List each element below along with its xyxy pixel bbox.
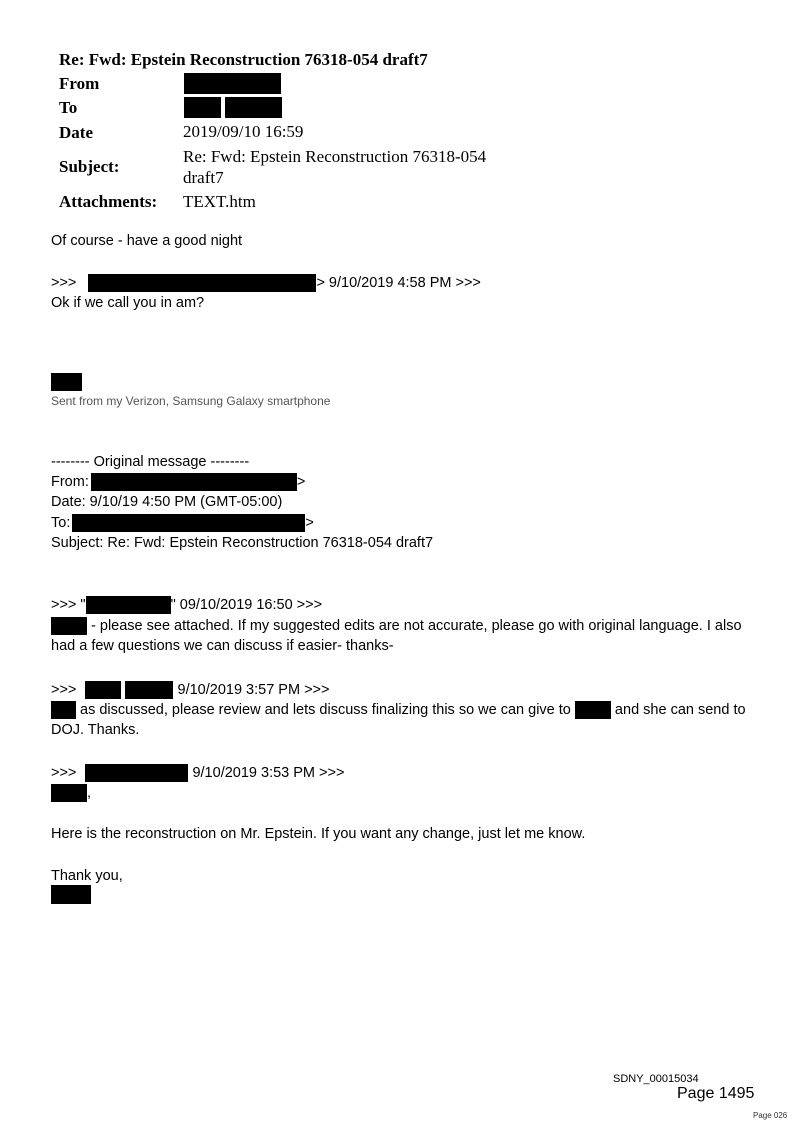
redaction-to-1 xyxy=(184,97,221,118)
redaction-sender-2 xyxy=(86,596,171,614)
sign-off: Thank you, xyxy=(51,868,123,884)
subject-value-line2: draft7 xyxy=(183,168,224,187)
redaction-original-to xyxy=(72,514,305,532)
redaction-name-2 xyxy=(51,617,87,635)
quote-header-2 xyxy=(51,595,322,615)
redaction-sender-4 xyxy=(85,764,188,782)
redaction-name-3b xyxy=(575,701,611,719)
redaction-name-4 xyxy=(51,784,87,802)
sent-from-line: Sent from my Verizon, Samsung Galaxy smartphone xyxy=(51,394,331,408)
quote-prefix: >>> xyxy=(51,765,77,781)
original-from-label: From: xyxy=(51,474,89,490)
original-to-line xyxy=(51,513,314,533)
to-label: To xyxy=(59,98,78,117)
page-number-small: Page 026 xyxy=(753,1111,788,1120)
redaction-signature-1 xyxy=(51,373,82,391)
quote-suffix: " 09/10/2019 16:50 >>> xyxy=(170,597,323,613)
original-from-suffix: > xyxy=(296,474,306,490)
redaction-original-from xyxy=(91,473,297,491)
original-from-line xyxy=(51,472,305,492)
subject-value-line1: Re: Fwd: Epstein Reconstruction 76318-054 xyxy=(183,147,487,166)
quote-suffix: 9/10/2019 3:53 PM >>> xyxy=(192,765,345,781)
email-title: Re: Fwd: Epstein Reconstruction 76318-054 draft7 xyxy=(59,50,428,69)
bates-number: SDNY_00015034 xyxy=(613,1073,699,1085)
redaction-signature-2 xyxy=(51,885,91,904)
original-date-line: Date: 9/10/19 4:50 PM (GMT-05:00) xyxy=(51,494,283,510)
original-to-suffix: > xyxy=(305,515,314,531)
date-label: Date xyxy=(59,123,93,142)
quote-text-3a: as discussed, please review and lets discuss finalizing this so we can give to and she can send to xyxy=(51,700,746,720)
quote-prefix: >>> " xyxy=(51,597,86,613)
quote-header-4 xyxy=(51,763,344,783)
redaction-from xyxy=(184,73,281,94)
quote-text-2b: had a few questions we can discuss if easier- thanks- xyxy=(51,638,394,654)
redaction-to-2 xyxy=(225,97,282,118)
greeting-line: , xyxy=(51,783,91,803)
quote-header-1 xyxy=(51,273,481,293)
quote-text-1: Ok if we call you in am? xyxy=(51,295,205,311)
from-label: From xyxy=(59,74,100,93)
date-value: 2019/09/10 16:59 xyxy=(183,122,304,141)
quote-text-2a: - please see attached. If my suggested edits are not accurate, please go with original language. I also xyxy=(51,616,742,636)
reply-line: Of course - have a good night xyxy=(51,233,243,249)
quote-suffix: > 9/10/2019 4:58 PM >>> xyxy=(316,275,481,291)
redaction-sender-3a xyxy=(85,681,121,699)
quote-prefix: >>> xyxy=(51,682,77,698)
quote-prefix: >>> xyxy=(51,275,77,291)
quote-suffix: 9/10/2019 3:57 PM >>> xyxy=(177,682,330,698)
redaction-name-3 xyxy=(51,701,76,719)
subject-label: Subject: xyxy=(59,157,120,176)
original-subject-line: Subject: Re: Fwd: Epstein Reconstruction 76318-054 draft7 xyxy=(51,535,434,551)
quote-text-3b: DOJ. Thanks. xyxy=(51,722,140,738)
page-number: Page 1495 xyxy=(677,1085,755,1102)
quote-header-3 xyxy=(51,680,329,700)
redaction-sender-1 xyxy=(88,274,316,292)
original-to-label: To: xyxy=(51,515,71,531)
redaction-sender-3b xyxy=(125,681,173,699)
original-message-header: -------- Original message -------- xyxy=(51,454,250,470)
attachments-label: Attachments: xyxy=(59,192,158,211)
message-body: Here is the reconstruction on Mr. Epstein. If you want any change, just let me know. xyxy=(51,826,586,842)
attachments-value[interactable]: TEXT.htm xyxy=(183,192,256,211)
